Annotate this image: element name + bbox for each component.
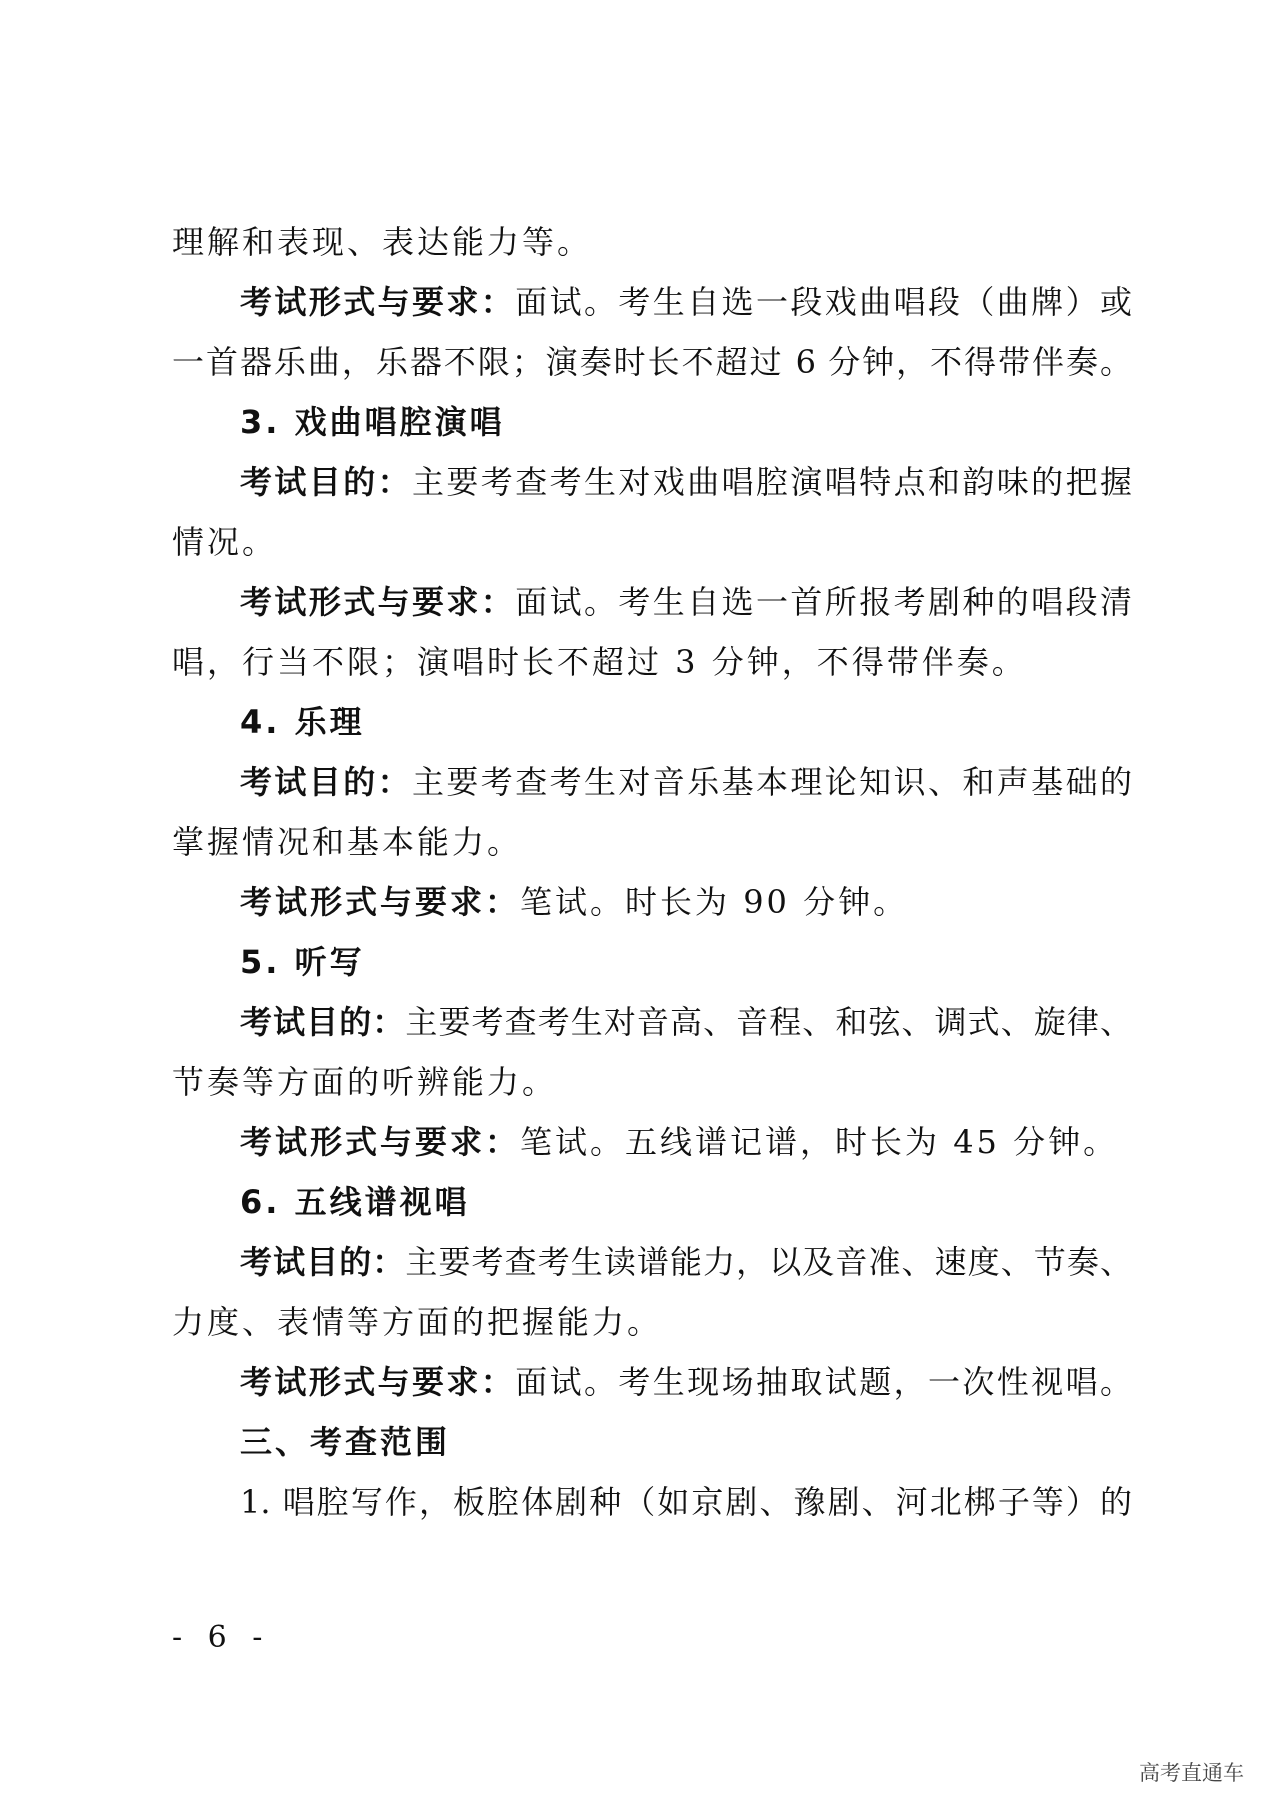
paragraph-line — [240, 282, 1132, 322]
field-label: 考试形式与要求： — [240, 1363, 516, 1401]
paragraph-line — [240, 1482, 1132, 1522]
body-text: 力度、表情等方面的把握能力。 — [172, 1303, 663, 1341]
field-label: 考试形式与要求： — [240, 883, 521, 921]
paragraph-line — [240, 1122, 1132, 1162]
body-text: 唱，行当不限；演唱时长不超过 3 分钟，不得带伴奏。 — [172, 643, 1027, 681]
body-text: 主要考查考生对音高、音程、和弦、调式、旋律、 — [405, 1003, 1132, 1041]
paragraph-line — [172, 642, 1132, 682]
paragraph-line — [240, 462, 1132, 502]
body-text: 面试。考生自选一首所报考剧种的唱段清 — [515, 583, 1132, 621]
body-text: 节奏等方面的听辨能力。 — [172, 1063, 558, 1101]
paragraph-line — [172, 222, 1132, 262]
paragraph-line — [240, 1362, 1132, 1402]
paragraph-line — [240, 882, 1132, 922]
field-label: 考试目的： — [240, 463, 412, 501]
paragraph-line — [172, 1302, 1132, 1342]
field-label: 考试目的： — [240, 763, 412, 801]
field-label: 考试形式与要求： — [240, 583, 516, 621]
paragraph-line — [172, 822, 1132, 862]
watermark-text: 高考直通车 — [1139, 1761, 1244, 1785]
body-text: 面试。考生自选一段戏曲唱段（曲牌）或 — [515, 283, 1132, 321]
body-text: 笔试。五线谱记谱，时长为 45 分钟。 — [520, 1123, 1119, 1161]
section-heading — [240, 702, 1132, 742]
field-label: 考试目的： — [240, 1243, 406, 1281]
section-heading-text: 4. 乐理 — [240, 703, 365, 741]
body-text: 主要考查考生对音乐基本理论知识、和声基础的 — [412, 763, 1132, 801]
body-text: 笔试。时长为 90 分钟。 — [520, 883, 909, 921]
field-label: 考试形式与要求： — [240, 1123, 521, 1161]
paragraph-line — [240, 582, 1132, 622]
paragraph-line — [240, 762, 1132, 802]
body-text: 面试。考生现场抽取试题，一次性视唱。 — [515, 1363, 1132, 1401]
page-number: - 6 - — [172, 1620, 271, 1655]
paragraph-line — [172, 342, 1132, 382]
paragraph-line — [240, 1242, 1132, 1282]
section-heading — [240, 942, 1132, 982]
section-heading-text: 6. 五线谱视唱 — [240, 1183, 470, 1221]
field-label: 考试形式与要求： — [240, 283, 516, 321]
body-text: 理解和表现、表达能力等。 — [172, 223, 593, 261]
section-heading — [240, 1422, 1132, 1462]
body-text: 主要考查考生读谱能力，以及音准、速度、节奏、 — [405, 1243, 1132, 1281]
body-text: 掌握情况和基本能力。 — [172, 823, 523, 861]
body-text: 情况。 — [172, 523, 278, 561]
section-heading-text: 5. 听写 — [240, 943, 365, 981]
body-text: 1. 唱腔写作，板腔体剧种（如京剧、豫剧、河北梆子等）的 — [240, 1483, 1132, 1521]
section-heading-text: 3. 戏曲唱腔演唱 — [240, 403, 505, 441]
paragraph-line — [172, 1062, 1132, 1102]
paragraph-line — [172, 522, 1132, 562]
section-heading — [240, 1182, 1132, 1222]
body-text: 主要考查考生对戏曲唱腔演唱特点和韵味的把握 — [412, 463, 1132, 501]
section-heading — [240, 402, 1132, 442]
body-text: 一首器乐曲，乐器不限；演奏时长不超过 6 分钟，不得带伴奏。 — [172, 343, 1132, 381]
section-heading-text: 三、考查范围 — [240, 1423, 451, 1461]
paragraph-line — [240, 1002, 1132, 1042]
field-label: 考试目的： — [240, 1003, 406, 1041]
